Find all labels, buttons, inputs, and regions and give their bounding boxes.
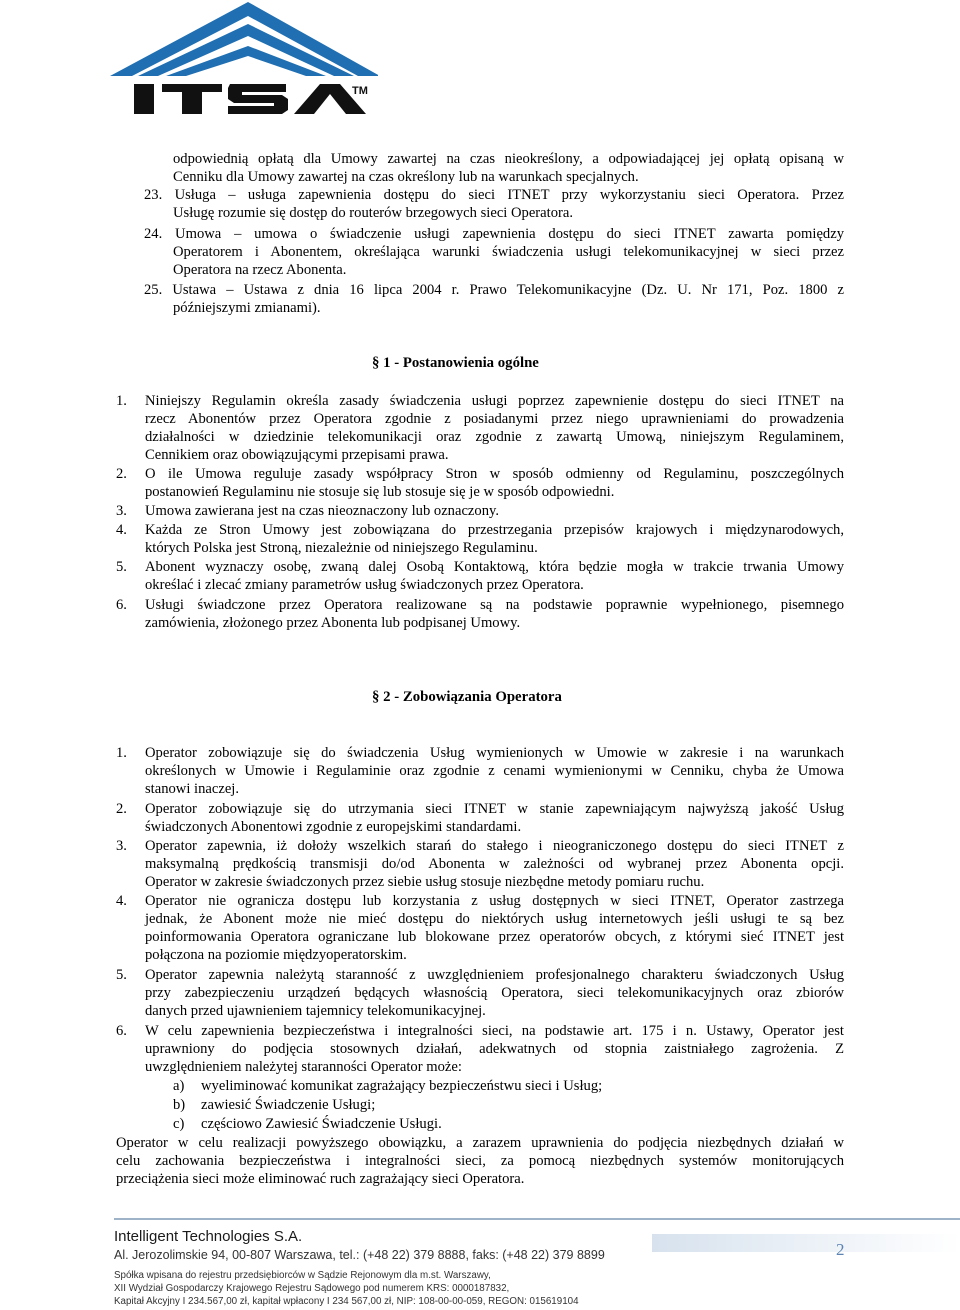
sub-item: wyeliminować komunikat zagrażający bezpieczeństwu sieci i Usług;: [201, 1078, 603, 1094]
paragraph-line: Abonent wyznaczy osobę, zwaną dalej Osobą Kontaktową, która będzie mogła w trakcie trwania Umowy: [145, 559, 844, 575]
paragraph-line: Operator zobowiązuje się do utrzymania sieci ITNET w stanie zapewniającym najwyższą jakość Usług: [145, 801, 844, 817]
paragraph-line: danych przed ujawnieniem tajemnicy telekomunikacyjnej.: [145, 1003, 486, 1019]
paragraph-line: postanowień Regulaminu nie stosuje się lub stosuje się je w sposób odpowiedni.: [145, 484, 615, 500]
page-number: 2: [836, 1240, 845, 1259]
closing-paragraph-line: przeciążenia sieci może eliminować ruch zagrażający sieci Operatora.: [116, 1171, 525, 1187]
paragraph-line: zamówienia, złożonego przez Abonenta lub podpisanej Umowy.: [145, 615, 521, 631]
definition-23: 23. Usługa – usługa zapewnienia dostępu do sieci ITNET przy wykorzystaniu sieci Operatora. Przez: [144, 187, 844, 203]
sub-item-label: b): [173, 1097, 186, 1113]
paragraph-line: Każda ze Stron Umowy jest zobowiązana do przestrzegania przepisów krajowych i międzynarodowych,: [145, 522, 844, 538]
list-number: 5.: [116, 967, 127, 983]
footer-divider: [114, 1218, 960, 1220]
paragraph-line: jednak, że Abonent może nie mieć dostępu do niektórych usług internetowych jeśli usługi te są bez: [145, 911, 844, 927]
sub-item-label: a): [173, 1078, 185, 1094]
closing-paragraph-line: Operator w celu realizacji powyższego obowiązku, a zarazem uprawnienia do podjęcia niezbędnych działań w: [116, 1135, 844, 1151]
definition-line: Operatorem i Abonentem, określająca warunki świadczenia usługi telekomunikacyjnej w sieci przez: [173, 244, 844, 260]
footer-registration-line: XII Wydział Gospodarczy Krajowego Rejestru Sądowego pod numerem KRS: 0000187832,: [114, 1283, 510, 1294]
paragraph-line: W celu zapewnienia bezpieczeństwa i integralności sieci, na podstawie art. 175 i n. Ustawy, Operator jest: [145, 1023, 844, 1039]
footer-accent-bar: [652, 1234, 960, 1252]
footer-capital-line: Kapitał Akcyjny I 234.567,00 zł, kapitał wpłacony I 234 567,00 zł, NIP: 108-00-00-059, REGON: 015619104: [114, 1296, 579, 1307]
list-number: 1.: [116, 745, 127, 761]
paragraph-line: Niniejszy Regulamin określa zasady świadczenia usługi poprzez zapewnienie dostępu do sieci ITNET na: [145, 393, 844, 409]
paragraph-line: przy zabezpieczeniu urządzeń będących własnością Operatora, sieci telekomunikacyjnych oraz zbiorów: [145, 985, 844, 1001]
itsa-logo: [108, 0, 378, 120]
list-number: 3.: [116, 838, 127, 854]
paragraph-line: maksymalną prędkością transmisji do/od Abonenta w zależności od wybranej przez Abonenta opcji.: [145, 856, 844, 872]
itsa-logo-graphic: [108, 0, 378, 120]
list-number: 2.: [116, 801, 127, 817]
paragraph-line: Operator w zakresie świadczonych przez siebie usług stosuje niezbędne metody pomiaru ruchu.: [145, 874, 705, 890]
definition-line: Cenniku dla Umowy zawartej na czas określony lub na warunkach specjalnych.: [173, 169, 639, 185]
definition-line: późniejszymi zmianami).: [173, 300, 321, 316]
list-number: 1.: [116, 393, 127, 409]
sub-item: częściowo Zawiesić Świadczenie Usługi.: [201, 1116, 442, 1132]
definition-24: 24. Umowa – umowa o świadczenie usługi zapewnienia dostępu do sieci ITNET zawarta pomiędzy: [144, 226, 844, 242]
paragraph-line: Operator zapewnia należytą staranność z uwzględnieniem profesjonalnego charakteru świadczonych Usług: [145, 967, 844, 983]
paragraph-line: Operator nie ogranicza dostępu lub korzystania z usług dostępnych w sieci ITNET, Operator zastrzega: [145, 893, 844, 909]
list-number: 6.: [116, 597, 127, 613]
trademark-mark: TM: [352, 85, 368, 97]
section-1-heading: § 1 - Postanowienia ogólne: [372, 355, 539, 371]
section-2-heading: § 2 - Zobowiązania Operatora: [372, 689, 562, 705]
paragraph-line: działalności w dziedzinie telekomunikacji oraz zgodnie z zawartą Umową, niniejszym Regulaminem,: [145, 429, 844, 445]
sub-item: zawiesić Świadczenie Usługi;: [201, 1097, 376, 1113]
closing-paragraph-line: celu zachowania bezpieczeństwa i integralności sieci, za pomocą niezbędnych systemów monitorujących: [116, 1153, 844, 1169]
list-number: 2.: [116, 466, 127, 482]
definition-25: 25. Ustawa – Ustawa z dnia 16 lipca 2004 r. Prawo Telekomunikacyjne (Dz. U. Nr 171, Poz. 1800 z: [144, 282, 844, 298]
list-number: 4.: [116, 522, 127, 538]
paragraph-line: rzecz Abonentów przez Operatora zgodnie z posiadanymi przez niego uprawnieniami do prowadzenia: [145, 411, 844, 427]
paragraph-line: uwzględnieniem należytej staranności Operator może:: [145, 1059, 462, 1075]
paragraph-line: O ile Umowa reguluje zasady współpracy Stron w sposób odmienny od Regulaminu, poszczególnych: [145, 466, 844, 482]
list-number: 6.: [116, 1023, 127, 1039]
paragraph-line: Usługi świadczone przez Operatora realizowane są na podstawie poprawnie wypełnionego, pisemnego: [145, 597, 844, 613]
paragraph-line: Operator zapewnia, iż dołoży wszelkich starań do stałego i nieograniczonego dostępu do sieci ITNET z: [145, 838, 844, 854]
paragraph-line: uprawniony do podjęcia stosownych działań, adekwatnych od stopnia zaistniałego zagrożenia. Z: [145, 1041, 844, 1057]
page-footer: [0, 1218, 960, 1310]
definition-line: Usługę rozumie się dostęp do routerów brzegowych sieci Operatora.: [173, 205, 573, 221]
paragraph-line: stanowi inaczej.: [145, 781, 240, 797]
definition-line: Operatora na rzecz Abonenta.: [173, 262, 347, 278]
sub-item-label: c): [173, 1116, 185, 1132]
definition-line: odpowiednią opłatą dla Umowy zawartej na czas nieokreślony, a odpowiadającej jej opłatą opisaną w: [173, 151, 844, 167]
paragraph-line: połączona na poziomie międzyoperatorskim.: [145, 947, 407, 963]
paragraph-line: określać i zlecać zmiany parametrów usług świadczonych przez Operatora.: [145, 577, 584, 593]
paragraph-line: poinformowania Operatora ograniczane lub blokowane przez operatorów obcych, z którymi sieć ITNET jest: [145, 929, 844, 945]
footer-company-name: Intelligent Technologies S.A.: [114, 1228, 303, 1245]
paragraph-line: określonych w Umowie i Regulaminie oraz zgodnie z cenami wymienionymi w Cenniku, chyba że Umowa: [145, 763, 844, 779]
paragraph-line: których Polska jest Stroną, niezależnie od niniejszego Regulaminu.: [145, 540, 538, 556]
footer-address: Al. Jerozolimskie 94, 00-807 Warszawa, tel.: (+48 22) 379 8888, faks: (+48 22) 379 8899: [114, 1248, 605, 1262]
list-number: 4.: [116, 893, 127, 909]
paragraph-line: Operator zobowiązuje się do świadczenia Usług wymienionych w Umowie w zakresie i na warunkach: [145, 745, 844, 761]
list-number: 5.: [116, 559, 127, 575]
paragraph-line: świadczonych Abonentowi zgodnie z europejskimi standardami.: [145, 819, 522, 835]
footer-registration-line: Spółka wpisana do rejestru przedsiębiorców w Sądzie Rejonowym dla m.st. Warszawy,: [114, 1270, 491, 1281]
paragraph-line: Umowa zawierana jest na czas nieoznaczony lub oznaczony.: [145, 503, 499, 519]
list-number: 3.: [116, 503, 127, 519]
paragraph-line: Cennikiem oraz obowiązującymi przepisami prawa.: [145, 447, 449, 463]
